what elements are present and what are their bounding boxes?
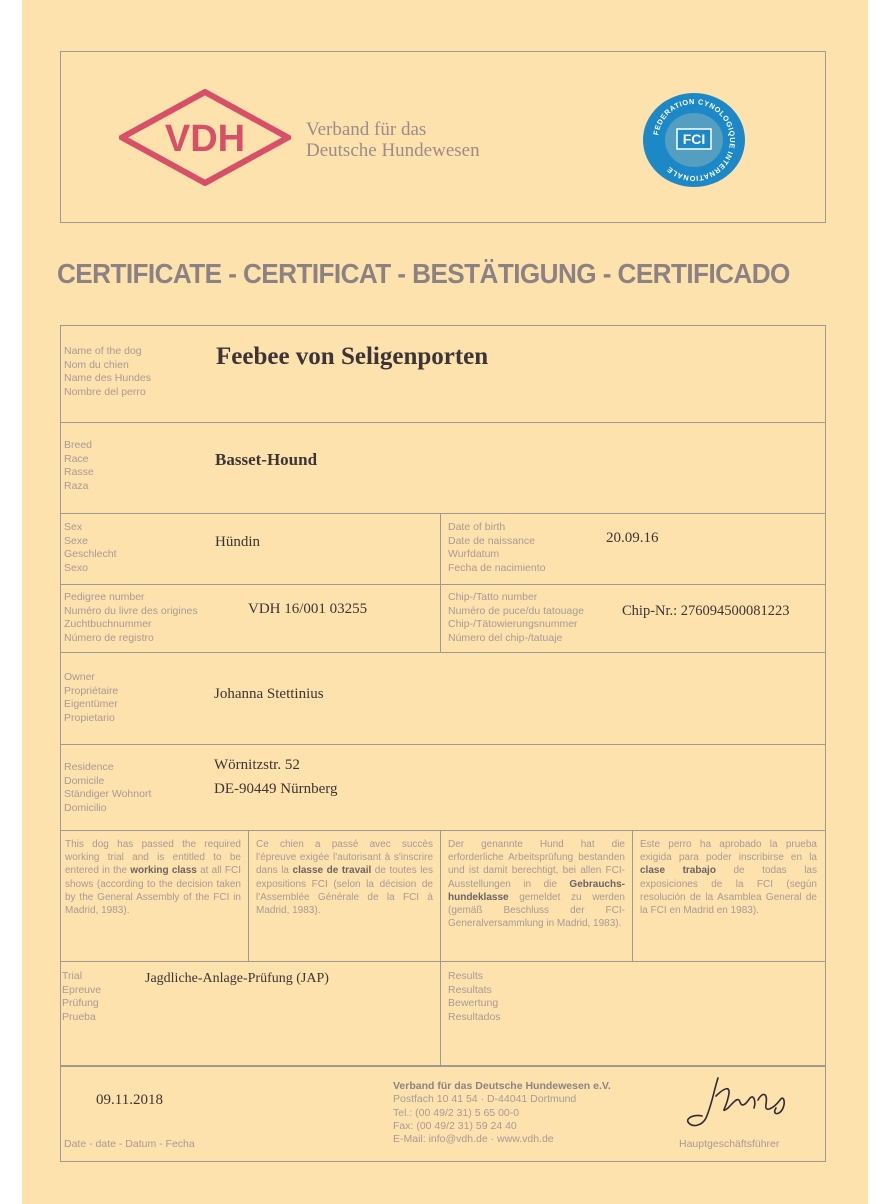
pedigree-label: Pedigree number Numéro du livre des origines Zuchtbuchnummer Número de registro [64, 591, 198, 644]
dog-name: Feebee von Seligenporten [216, 343, 489, 370]
dob-label: Date of birth Date de naissance Wurfdatum Fecha de nacimiento [448, 521, 546, 574]
certificate-title: CERTIFICATE - CERTIFICAT - BESTÄTIGUNG - CERTIFICADO [57, 258, 790, 289]
pedigree-value: VDH 16/001 03255 [248, 601, 368, 617]
working-trial-de: Der genannte Hund hat die erforderliche Arbeitsprüfung bestanden und ist damit berechtigt, bei allen FCI-Ausstellungen in die Gebrauchs-hundeklasse gemeldet zu werden (gemäß Beschluss der FCI-Generalversammlung in Madrid, 1983). [448, 839, 625, 930]
issue-date: 09.11.2018 [96, 1092, 163, 1108]
signature [684, 1074, 794, 1130]
working-trial-en: This dog has passed the required working trial and is entitled to be entered in the working class at all FCI shows (according to the decision taken by the General Assembly of the FCI in Madrid, 1983). [65, 839, 242, 917]
issuer-address [393, 1080, 611, 1146]
name-label: Name of the dog Nom du chien Name des Hundes Nombre del perro [64, 345, 151, 398]
org-name-line1: Verband für das [306, 119, 427, 140]
vdh-logo [119, 89, 291, 186]
org-name-line2: Deutsche Hundewesen [306, 140, 480, 161]
main-table [60, 325, 826, 1066]
issuer-org: Verband für das Deutsche Hundewesen e.V. [393, 1080, 611, 1092]
breed-value: Basset-Hound [215, 450, 318, 469]
residence-street: Wörnitzstr. 52 [214, 757, 300, 773]
trial-label: Trial Epreuve Prüfung Prueba [62, 970, 102, 1023]
results-label: Results Resultats Bewertung Resultados [448, 970, 501, 1023]
owner-value: Johanna Stettinius [214, 686, 324, 702]
chip-value: Chip-Nr.: 276094500081223 [622, 603, 790, 619]
issuer-fax: Fax: (00 49/2 31) 59 24 40 [393, 1119, 517, 1132]
signer-title: Hauptgeschäftsführer [679, 1138, 780, 1150]
org-name [306, 119, 480, 161]
working-trial-fr: Ce chien a passé avec succès l'épreuve exigée l'autorisant à s'inscrire dans la classe de travail de toutes les expositions FCI (selon la décision de l'Assemblée Générale de la FCI à Madrid, 1983). [256, 839, 433, 917]
fci-logo [641, 91, 747, 189]
owner-label: Owner Propriétaire Eigentümer Propietario [64, 671, 119, 724]
dob-value: 20.09.16 [606, 530, 659, 546]
issuer-postbox: Postfach 10 41 54 · D-44041 Dortmund [393, 1093, 577, 1106]
residence-label: Residence Domicile Ständiger Wohnort Domicilio [64, 761, 152, 814]
chip-label: Chip-/Tatto number Numéro de puce/du tatouage Chip-/Tätowierungsnummer Número del chip-/tatuaje [448, 591, 585, 644]
fci-logo-text: FCI [682, 131, 706, 147]
issuer-tel: Tel.: (00 49/2 31) 5 65 00-0 [393, 1106, 520, 1119]
vdh-logo-text: VDH [164, 118, 246, 160]
sex-value: Hündin [215, 534, 260, 550]
breed-label: Breed Race Rasse Raza [64, 439, 94, 492]
sex-label: Sex Sexe Geschlecht Sexo [64, 521, 117, 574]
trial-value: Jagdliche-Anlage-Prüfung (JAP) [145, 971, 329, 986]
date-label: Date - date - Datum - Fecha [64, 1138, 195, 1150]
working-trial-es: Este perro ha aprobado la prueba exigida para poder inscribirse en la clase trabajo de todas las exposiciones de la FCI (según resolución de la Asamblea General de la FCI en Madrid en 1983). [640, 839, 817, 917]
residence-city: DE-90449 Nürnberg [214, 781, 338, 797]
fci-ring-text: FEDERATION CYNOLOGIQUE INTERNATIONALE [651, 96, 738, 184]
issuer-email: E-Mail: info@vdh.de · www.vdh.de [393, 1133, 554, 1146]
